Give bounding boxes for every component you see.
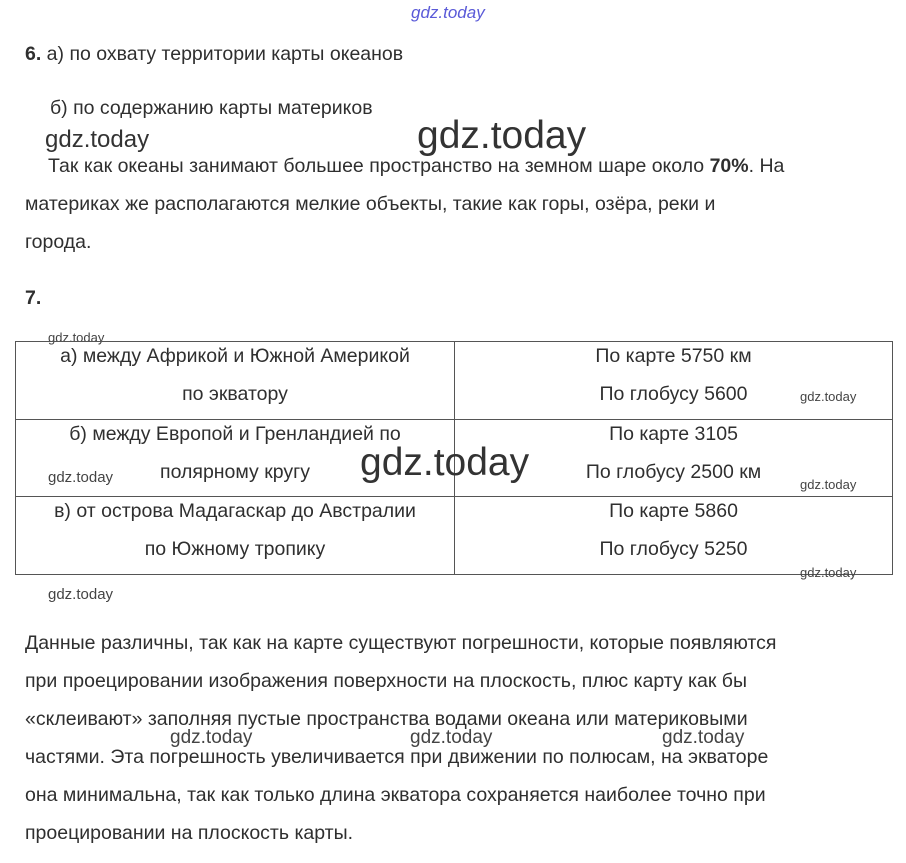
conclusion-line-1: Данные различны, так как на карте существуют погрешности, которые появляются [25,632,777,654]
task6-answer-a: а) по охвату территории карты океанов [41,43,404,65]
watermark: gdz.today [800,477,857,492]
watermark: gdz.today [170,727,253,748]
route-line-2: по Южному тропику [144,538,326,560]
globe-distance: По глобусу 5250 [599,538,748,560]
conclusion-line-2: при проецировании изображения поверхности на плоскость, плюс карту как бы [25,670,747,692]
table-row [16,342,893,420]
route-line-2: полярному кругу [160,461,310,483]
route-line-1: б) между Европой и Гренландией по [69,423,401,445]
task6-explanation-line-3: города. [25,231,92,253]
map-distance: По карте 5860 [609,500,738,522]
route-line-2: по экватору [182,383,288,405]
watermark: gdz.today [48,469,114,486]
watermark-large: gdz.today [360,441,530,484]
watermark: gdz.today [410,727,493,748]
globe-distance: По глобусу 5600 [599,383,748,405]
watermark: gdz.today [800,389,857,404]
watermark: gdz.today [800,565,857,580]
globe-distance: По глобусу 2500 км [585,461,762,483]
watermark-top: gdz.today [411,3,485,22]
task6-number: 6. [25,43,42,65]
watermark-large: gdz.today [417,114,587,157]
distance-cell [455,497,893,575]
watermark: gdz.today [48,586,114,603]
map-distance: По карте 3105 [609,423,738,445]
task6-explanation-line-2: материках же располагаются мелкие объекты, такие как горы, озёра, реки и [25,193,716,215]
watermark: gdz.today [48,330,105,345]
conclusion-line-6: проецировании на плоскость карты. [25,822,354,844]
watermark: gdz.today [662,727,745,748]
route-line-1: в) от острова Мадагаскар до Австралии [54,500,416,522]
conclusion-line-3: «склеивают» заполняя пустые пространства водами океана или материковыми [25,708,748,730]
map-distance: По карте 5750 км [595,345,752,367]
task6-answer-b: б) по содержанию карты материков [50,97,373,119]
route-line-1: а) между Африкой и Южной Америкой [60,345,410,367]
conclusion-line-5: она минимальна, так как только длина экватора сохраняется наиболее точно при [25,784,766,806]
task6-explanation-line-1 [48,155,784,178]
explanation-text-end: . На [748,155,785,177]
conclusion-line-4: частями. Эта погрешность увеличивается при движении по полюсам, на экваторе [25,746,769,768]
percentage-value: 70% [709,155,749,177]
explanation-text: Так как океаны занимают большее пространство на земном шаре около [48,155,710,177]
distance-cell [455,342,893,420]
route-cell [16,497,455,575]
task7-number: 7. [25,287,42,309]
route-cell [16,342,455,420]
table-row [16,497,893,575]
watermark: gdz.today [45,126,150,153]
task6-line-a [25,43,403,66]
